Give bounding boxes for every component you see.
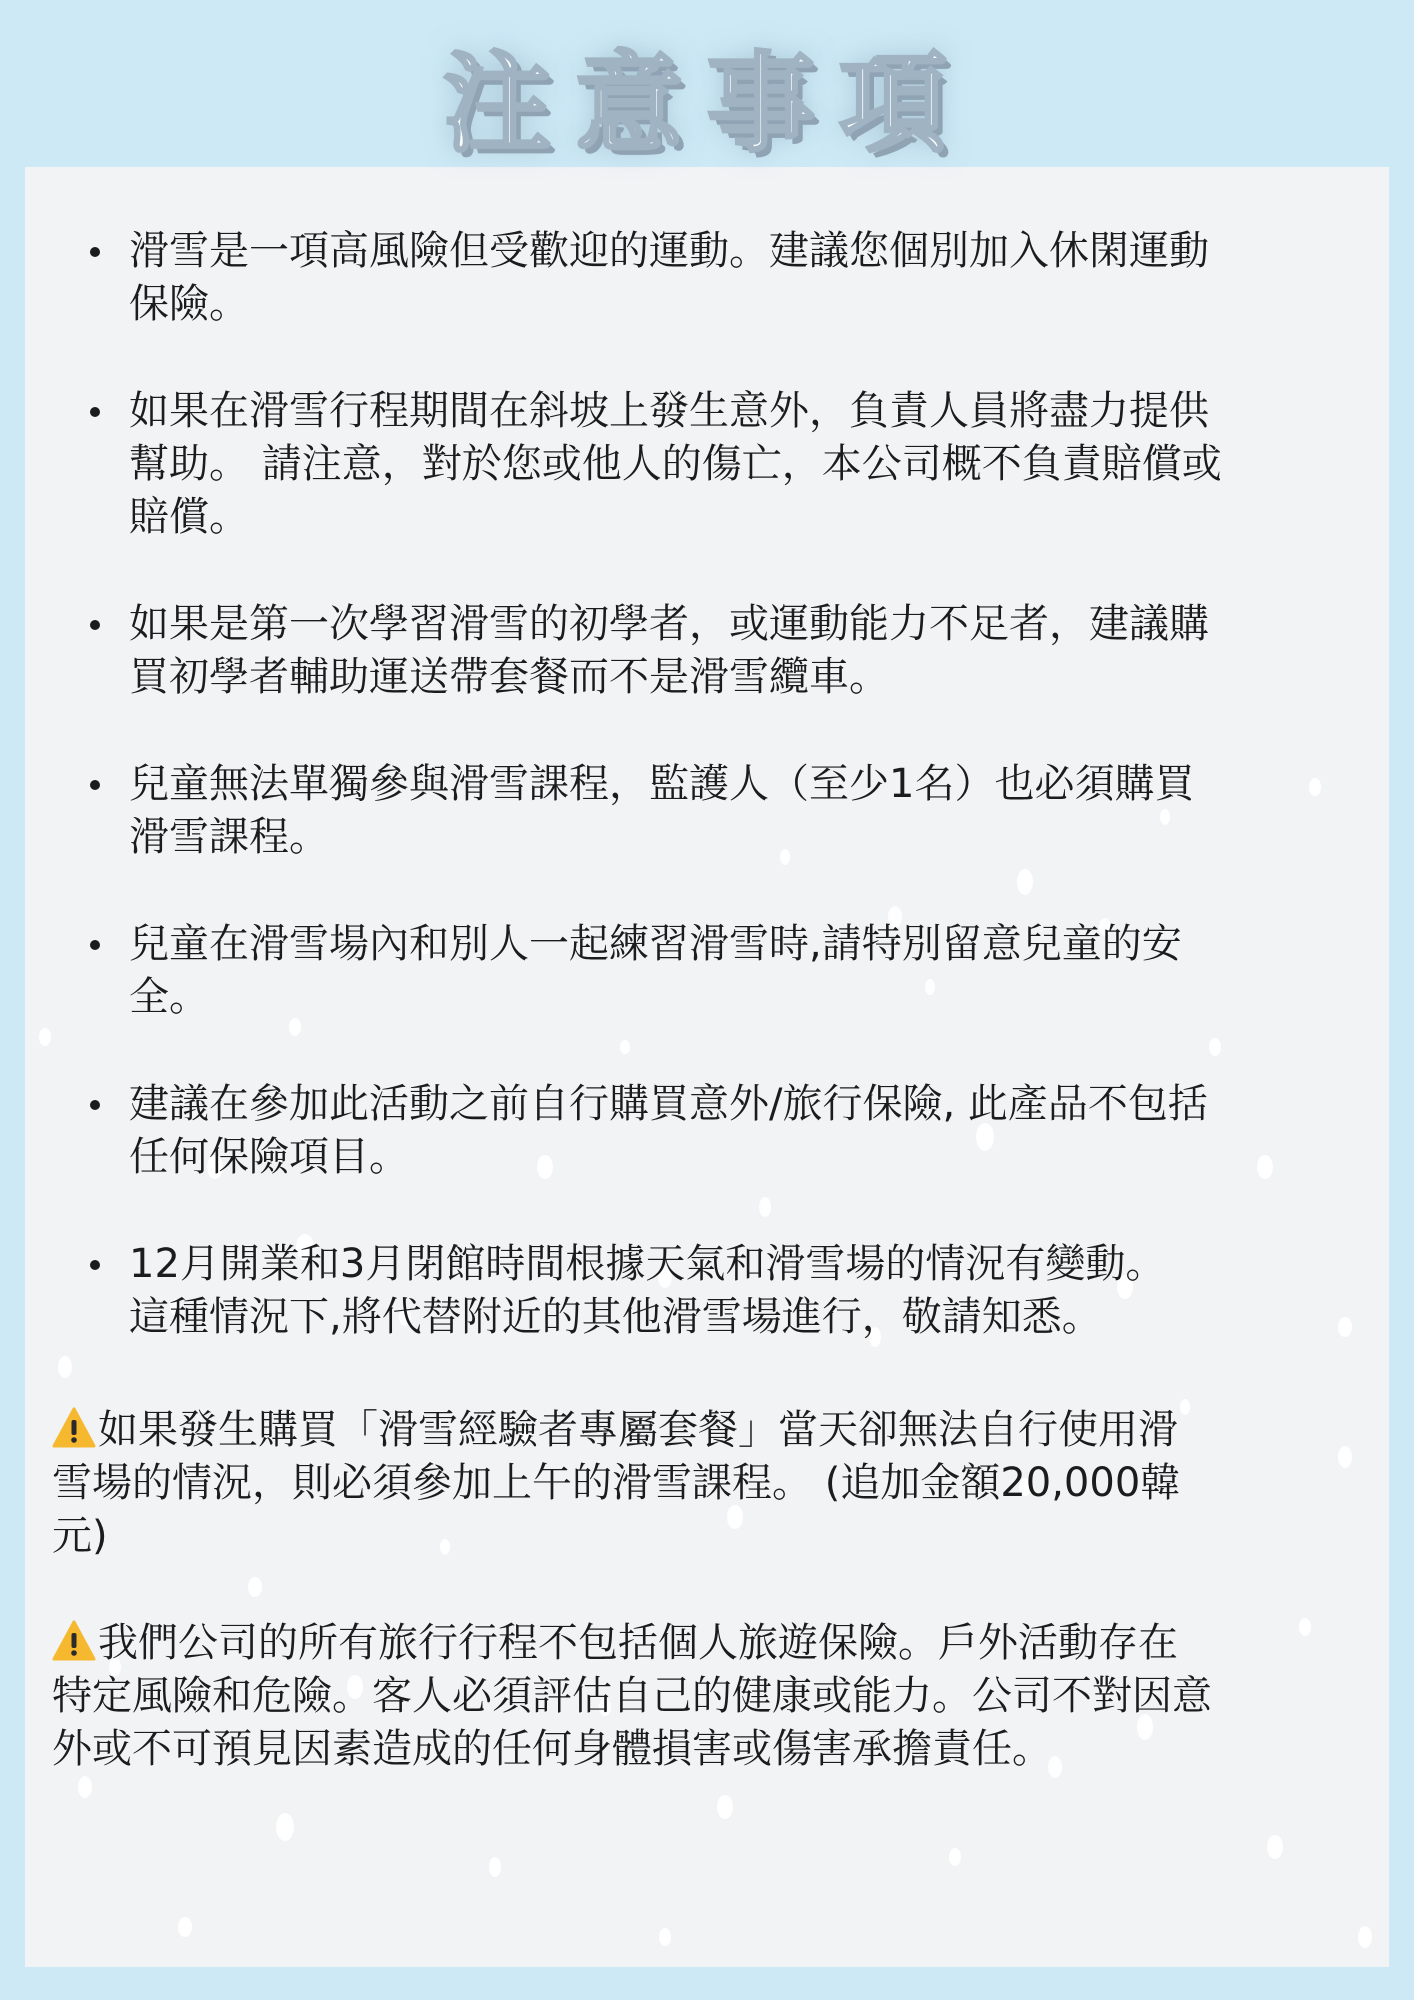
warning-icon — [52, 1619, 96, 1663]
bullet-icon — [90, 407, 100, 417]
list-item — [129, 918, 1379, 1024]
bullet-icon — [90, 1100, 100, 1110]
bullet-icon — [90, 1260, 100, 1270]
list-item — [129, 225, 1379, 331]
bullet-icon — [90, 940, 100, 950]
note-text: 滑雪是一項高風險但受歡迎的運動。建議您個別加入休閑運動 保險。 — [129, 228, 1209, 327]
bullet-icon — [90, 247, 100, 257]
page-title: 注意事項 — [442, 42, 971, 167]
notes-list — [129, 225, 1379, 1398]
bullet-icon — [90, 620, 100, 630]
notice-content — [25, 167, 1389, 1967]
warning-text: 如果發生購買「滑雪經驗者專屬套餐」當天卻無法自行使用滑 雪場的情況，則必須參加上午的滑雪課程。 (追加金額20,000韓 元) — [52, 1407, 1181, 1559]
note-text: 兒童無法單獨參與滑雪課程，監護人（至少1名）也必須購買 滑雪課程。 — [129, 761, 1195, 860]
note-text: 如果在滑雪行程期間在斜坡上發生意外，負責人員將盡力提供 幫助。 請注意，對於您或他人的傷亡，本公司概不負責賠償或 賠償。 — [129, 388, 1222, 540]
list-item — [129, 598, 1379, 704]
warning-note — [52, 1617, 1382, 1776]
warning-text: 我們公司的所有旅行行程不包括個人旅遊保險。戶外活動存在 特定風險和危險。客人必須評估自己的健康或能力。公司不對因意 外或不可預見因素造成的任何身體損害或傷害承擔責任。 — [52, 1620, 1212, 1772]
note-text: 12月開業和3月閉館時間根據天氣和滑雪場的情況有變動。 這種情況下,將代替附近的其他滑雪場進行，敬請知悉。 — [129, 1241, 1166, 1340]
notice-panel — [25, 167, 1389, 1967]
list-item — [129, 1238, 1379, 1344]
note-text: 如果是第一次學習滑雪的初學者，或運動能力不足者，建議購 買初學者輔助運送帶套餐而不是滑雪纜車。 — [129, 601, 1209, 700]
note-text: 兒童在滑雪場內和別人一起練習滑雪時,請特別留意兒童的安 全。 — [129, 921, 1182, 1020]
warning-icon — [52, 1406, 96, 1450]
warning-note — [52, 1404, 1382, 1563]
bullet-icon — [90, 780, 100, 790]
list-item — [129, 385, 1379, 544]
list-item — [129, 758, 1379, 864]
note-text: 建議在參加此活動之前自行購買意外/旅行保險, 此產品不包括 任何保險項目。 — [129, 1081, 1208, 1180]
list-item — [129, 1078, 1379, 1184]
